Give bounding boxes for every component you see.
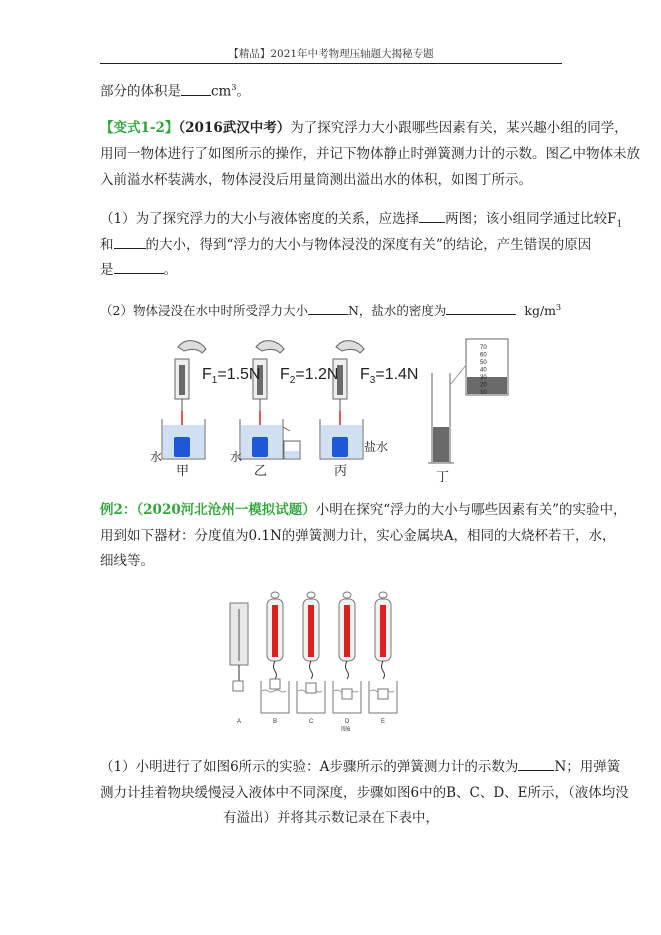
page-header: 【精品】2021年中考物理压轴题大揭秘专题 <box>228 48 434 60</box>
label-water-jia: 水 <box>150 450 163 464</box>
q2-unit: kg/m <box>524 303 557 319</box>
label-f1: $F_1=1.5N$ <box>202 366 261 386</box>
figure-6-label-c: C <box>309 719 314 725</box>
cylinder-tick-labels <box>480 345 487 396</box>
q1-text-b: 两图；该小组同学通过比较F <box>445 211 617 227</box>
label-jia: 甲 <box>176 463 190 478</box>
beaker-jia <box>162 419 205 459</box>
beaker-bing <box>320 419 363 459</box>
q1-sub: 1 <box>616 219 623 230</box>
figure-6-label-e: E <box>381 719 386 725</box>
figure-6-caption: 图6 <box>341 727 351 733</box>
cylinder-tick-60: 60 <box>480 352 487 359</box>
para-volume-end: 。 <box>236 83 250 100</box>
figure-6 <box>228 585 438 735</box>
cylinder-tick-30: 30 <box>480 375 487 381</box>
q1-line-2 <box>100 235 591 255</box>
label-f3: $F_3=1.4N$ <box>360 366 419 386</box>
q1-line-3 <box>100 260 177 280</box>
blank-volume[interactable] <box>181 82 211 96</box>
spring-scale-yi <box>253 341 284 439</box>
spring-scale-bing <box>333 341 364 439</box>
cylinder-tick-10: 10 <box>480 390 487 396</box>
blank-q1-reason[interactable] <box>114 260 164 274</box>
q3-text-b: N；用弹簧 <box>554 759 621 775</box>
q3-text-a: （1）小明进行了如图6所示的实验：A步骤所示的弹簧测力计的示数为 <box>100 759 519 775</box>
q1-line-1 <box>100 209 622 235</box>
q2-text-a: （2）物体浸没在水中时所受浮力大小 <box>100 303 308 319</box>
figure-buoyancy <box>150 335 510 485</box>
block-yi <box>252 437 268 457</box>
para-volume <box>100 78 250 102</box>
blank-q1-compare[interactable] <box>114 235 146 249</box>
example2-text-1: 小明在探究“浮力的大小与哪些因素有关”的实验中， <box>315 502 627 518</box>
blank-q2-force[interactable] <box>308 301 348 315</box>
block-a <box>233 681 243 691</box>
graduated-cylinder <box>428 339 508 463</box>
q2-text-b: N，盐水的密度为 <box>347 303 447 319</box>
label-water-yi: 水 <box>230 450 243 464</box>
example2-source: （2020河北沧州一模拟试题） <box>136 502 316 518</box>
beaker-yi <box>240 419 300 459</box>
q2-line <box>100 298 561 321</box>
q1-text-c: 和 <box>100 237 114 253</box>
q1-text-d: 的大小，得到“浮力的大小与物体浸没的深度有关”的结论，产生错误的原因 <box>145 237 592 253</box>
cylinder-tick-40: 40 <box>480 367 487 374</box>
label-yi: 乙 <box>254 463 268 478</box>
figure-6-label-a: A <box>237 719 242 725</box>
block-jia <box>174 437 190 457</box>
q1-text-e: 是 <box>100 262 114 278</box>
q3-line-3: 有溢出）并将其示数记录在下表中， <box>223 810 439 826</box>
spring-scale-jia <box>175 341 206 439</box>
label-ding: 丁 <box>436 469 450 484</box>
variant-text-1: 为了探究浮力大小跟哪些因素有关，某兴趣小组的同学， <box>290 120 628 136</box>
header-rule <box>100 63 562 64</box>
unit-cm: cm <box>211 83 232 100</box>
variant-line-3: 入前溢水杯装满水，物体浸没后用量筒测出溢出水的体积，如图丁所示。 <box>100 172 532 188</box>
variant-line-2: 用同一物体进行了如图所示的操作，并记下物体静止时弹簧测力计的示数。图乙中物体未放 <box>100 146 640 162</box>
figure-6-label-d: D <box>345 719 350 725</box>
example2-line-3: 细线等。 <box>100 553 154 569</box>
cylinder-tick-70: 70 <box>480 345 487 351</box>
spring-scale-e <box>369 592 397 713</box>
cylinder-tick-50: 50 <box>480 360 487 366</box>
variant-source: （2016武汉中考） <box>178 120 291 136</box>
example2-tag: 例2： <box>100 502 137 518</box>
q3-line-1 <box>100 757 620 777</box>
blank-q3-reading[interactable] <box>518 757 554 771</box>
spring-scale-c <box>297 592 325 713</box>
spring-scale-b <box>261 592 289 713</box>
label-f2: $F_2=1.2N$ <box>280 366 339 386</box>
spring-scale-a <box>230 603 248 691</box>
figure-6-label-b: B <box>273 719 278 725</box>
unit-sup: 3 <box>231 83 237 92</box>
spring-scale-d <box>333 592 361 713</box>
blank-q2-density[interactable] <box>446 301 516 315</box>
para-volume-text: 部分的体积是 <box>100 83 181 100</box>
label-bing: 丙 <box>334 463 348 478</box>
example2-line-1 <box>100 500 627 520</box>
q3-line-2: 测力计挂着物块缓慢浸入液体中不同深度，步骤如图6中的B、C、D、E所示，（液体均没 <box>100 785 629 801</box>
block-bing <box>332 437 348 457</box>
blank-q1-figs[interactable] <box>419 209 445 223</box>
cylinder-tick-20: 20 <box>480 382 487 389</box>
example2-line-2: 用到如下器材：分度值为0.1N的弹簧测力计，实心金属块A，相同的大烧杯若干，水， <box>100 528 616 544</box>
variant-line-1 <box>100 118 628 138</box>
variant-tag: 【变式1-2】 <box>100 120 179 136</box>
label-salt-water: 盐水 <box>364 440 389 454</box>
q1-text-a: （1）为了探究浮力的大小与液体密度的关系，应选择 <box>100 211 420 227</box>
q2-unit-sup: 3 <box>556 303 562 312</box>
q1-text-f: 。 <box>163 262 177 278</box>
